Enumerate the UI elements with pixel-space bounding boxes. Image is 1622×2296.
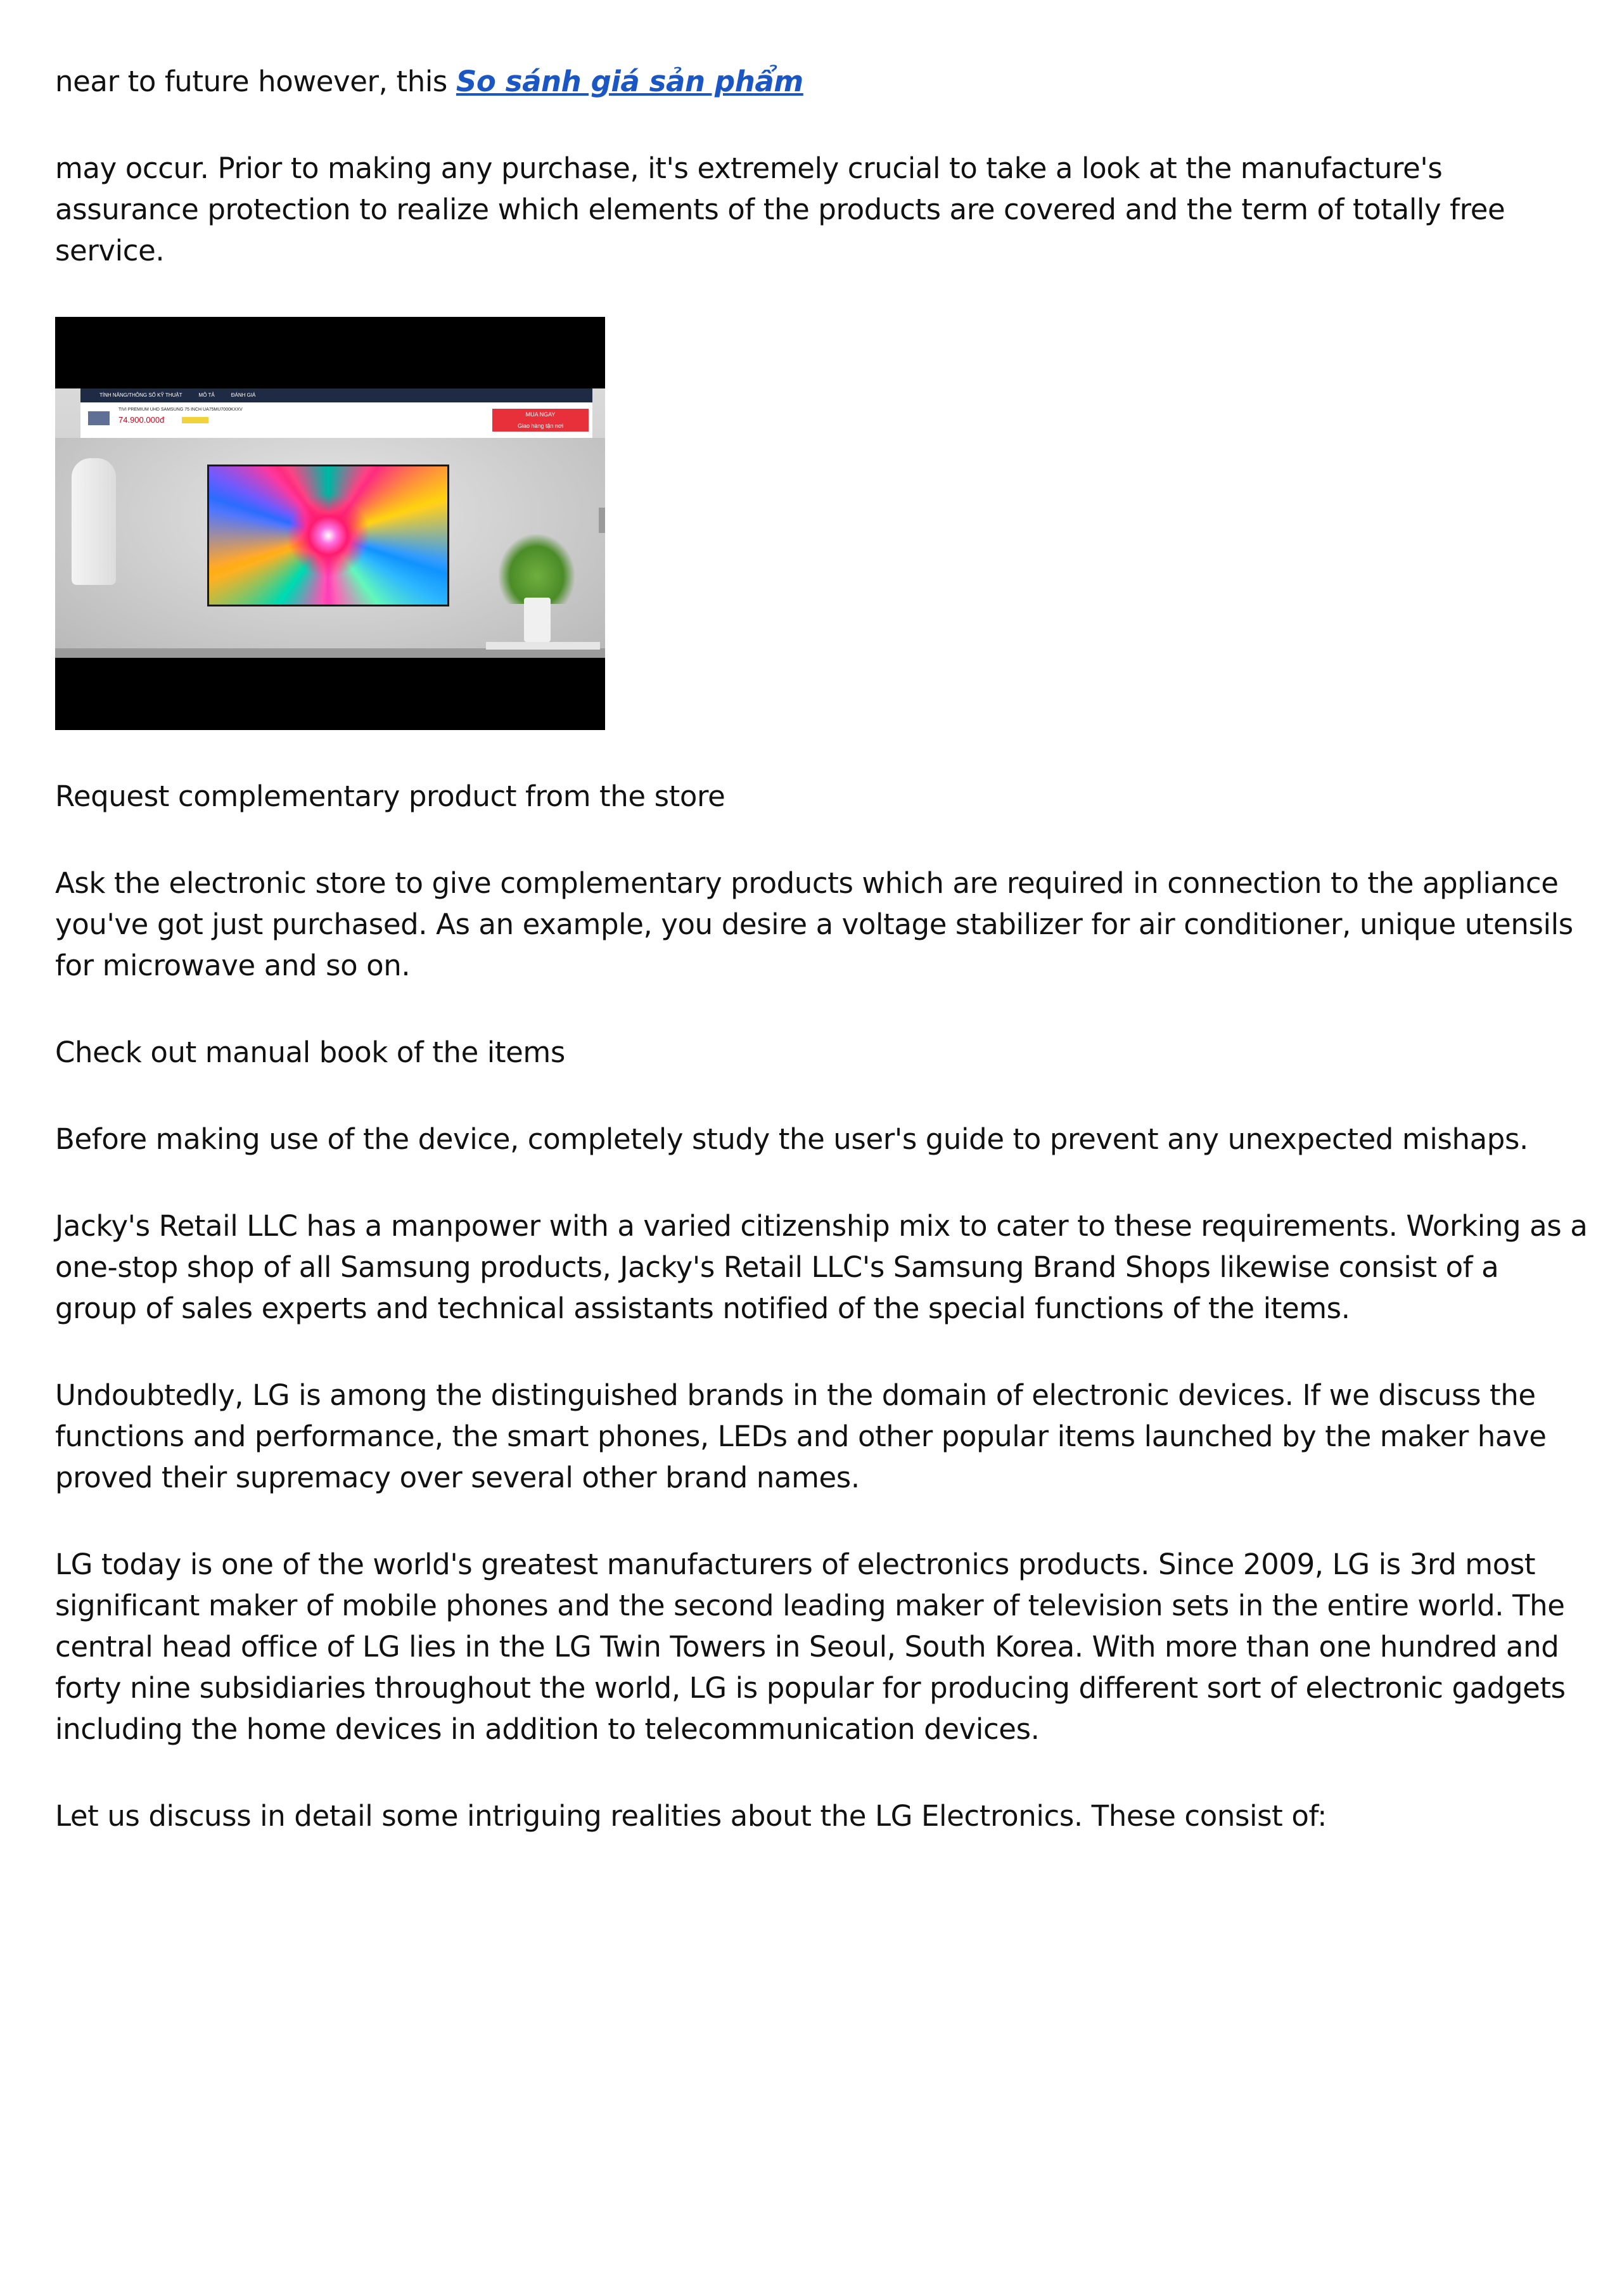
heading-manual: Check out manual book of the items [55,1036,565,1069]
screenshot-buy-sub: Giao hàng tận nơi [518,423,563,429]
paragraph-lg-facts: Let us discuss in detail some intriguing realities about the LG Electronics. These consist of: [55,1799,1327,1833]
screenshot-nav-item: TÍNH NĂNG/THÔNG SỐ KỸ THUẬT [99,392,182,398]
lamp-image [72,458,116,585]
paragraph-jackys-retail: Jacky's Retail LLC has a manpower with a varied citizenship mix to cater to these requirements. Working as a one-stop shop of all Samsung products, Jacky's Retail LLC's Samsung Brand Shops likewise consist of a group of sales experts and technical assistants notified of the special functions of the items. [55,1209,1588,1325]
paragraph-intro [55,61,1588,102]
screenshot-price: 74.900.000đ [118,415,165,425]
paragraph-lg-today: LG today is one of the world's greatest manufacturers of electronics products. Since 2009, LG is 3rd most significant maker of mobile phones and the second leading maker of television sets in the entire world. The central head office of LG lies in the LG Twin Towers in Seoul, South Korea. With more than one hundred and forty nine subsidiaries throughout the world, LG is popular for producing different sort of electronic gadgets including the home devices in addition to telecommunication devices. [55,1548,1566,1746]
screenshot-nav-item: MÔ TẢ [198,392,215,398]
screenshot-buy-label: MUA NGAY [525,411,556,418]
paragraph-manual: Before making use of the device, completely study the user's guide to prevent any unexpected mishaps. [55,1122,1528,1156]
tv-image [207,465,449,606]
heading-complementary: Request complementary product from the store [55,779,725,813]
paragraph-lg-brand: Undoubtedly, LG is among the distinguished brands in the domain of electronic devices. If we discuss the functions and performance, the smart phones, LEDs and other popular items launched by the maker have proved their supremacy over several other brand names. [55,1378,1547,1494]
side-table-image [486,642,600,650]
document-body [55,61,1588,1837]
paragraph-warranty: may occur. Prior to making any purchase, it's extremely crucial to take a look at the manufacture's assurance protection to realize which elements of the products are covered and the term of totally free service. [55,151,1505,267]
tv-product-screenshot [55,317,605,730]
paragraph-intro-text: near to future however, this [55,65,456,98]
screenshot-screen [55,388,605,658]
screenshot-product-bar [80,402,592,438]
plant-image [499,534,575,655]
screenshot-product-name: TIVI PREMIUM UHD SAMSUNG 75 INCH UA75MU7000KXXV [118,407,243,412]
paragraph-complementary: Ask the electronic store to give complementary products which are required in connection to the appliance you've got just purchased. As an example, you desire a voltage stabilizer for air conditioner, unique utensils for microwave and so on. [55,866,1573,982]
tv-thumbnail-icon [88,411,110,425]
screenshot-nav-bar [80,388,592,402]
screenshot-nav-item: ĐÁNH GIÁ [231,392,256,398]
screenshot-buy-button [492,409,589,432]
compare-price-link[interactable]: So sánh giá sản phẩm [456,65,803,98]
screenshot-promo-tag [182,417,208,423]
screenshot-scrollbar [599,508,605,533]
